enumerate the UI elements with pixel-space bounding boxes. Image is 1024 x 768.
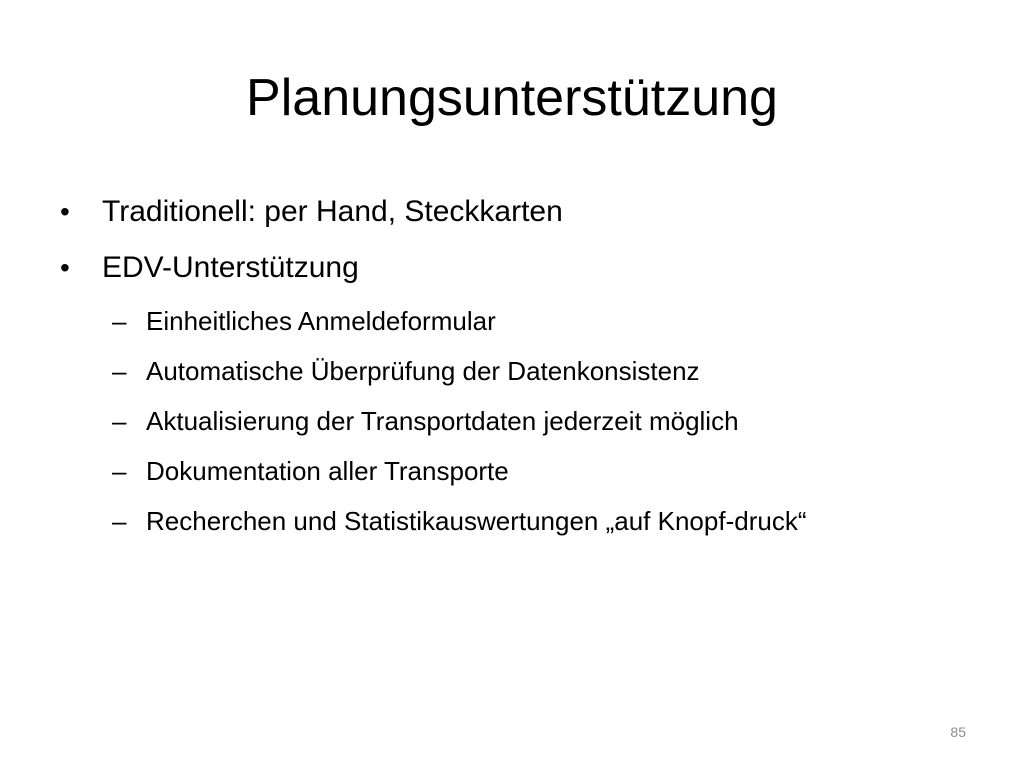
bullet-item-traditionell (58, 184, 998, 240)
sub-bullet-text: Automatische Überprüfung der Datenkonsistenz (146, 356, 700, 386)
sub-bullet-item (58, 346, 998, 396)
sub-bullet-text: Aktualisierung der Transportdaten jederzeit möglich (146, 406, 739, 436)
sub-bullet-list (58, 296, 998, 546)
bullet-text: Traditionell: per Hand, Steckkarten (102, 195, 563, 228)
bullet-marker: • (60, 196, 70, 227)
sub-bullet-text: Einheitliches Anmeldeformular (146, 306, 496, 336)
slide-content (58, 184, 998, 546)
dash-marker: – (112, 406, 127, 436)
sub-bullet-item (58, 296, 998, 346)
page-number: 85 (950, 724, 966, 740)
sub-bullet-text: Recherchen und Statistikauswertungen „auf Knopf-druck“ (146, 506, 807, 536)
bullet-text: EDV-Unterstützung (102, 251, 359, 284)
sub-bullet-item (58, 396, 998, 446)
dash-marker: – (112, 306, 127, 336)
sub-bullet-item (58, 446, 998, 496)
dash-marker: – (112, 456, 127, 486)
slide-title: Planungsunterstützung (246, 69, 778, 127)
sub-bullet-item (58, 496, 998, 546)
dash-marker: – (112, 506, 127, 536)
bullet-marker: • (60, 252, 70, 283)
sub-bullet-text: Dokumentation aller Transporte (146, 456, 509, 486)
bullet-item-edv (58, 240, 998, 296)
dash-marker: – (112, 356, 127, 386)
bullet-list (58, 184, 998, 296)
